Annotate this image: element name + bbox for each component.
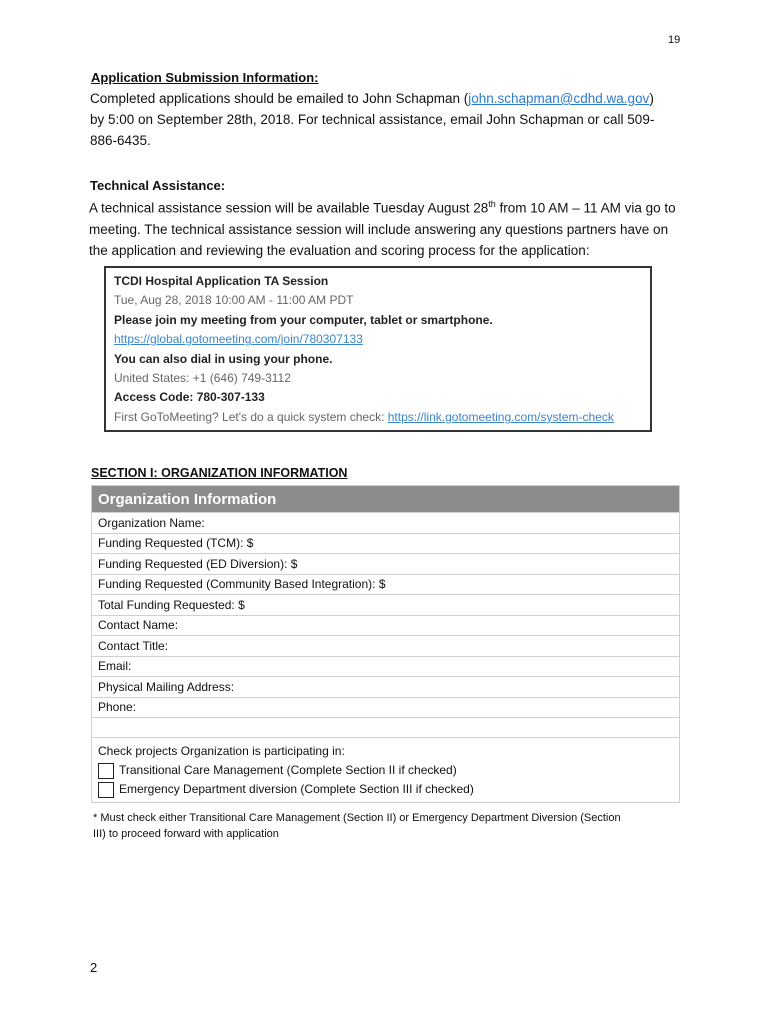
funding-tcm-field[interactable]: Funding Requested (TCM): $ xyxy=(92,533,680,554)
ta-line-1 xyxy=(89,194,699,219)
blank-row xyxy=(92,718,680,738)
funding-ed-diversion-field[interactable]: Funding Requested (ED Diversion): $ xyxy=(92,554,680,575)
join-link-line xyxy=(114,330,642,349)
ta-line-2: meeting. The technical assistance session will include answering any questions partners have on xyxy=(89,221,669,237)
email-link[interactable]: john.schapman@cdhd.wa.gov xyxy=(468,91,650,106)
footnote xyxy=(93,810,673,842)
blank-cell xyxy=(92,718,680,738)
mailing-address-field[interactable]: Physical Mailing Address: xyxy=(92,677,680,698)
total-funding-field[interactable]: Total Funding Requested: $ xyxy=(92,595,680,616)
ed-diversion-label: Emergency Department diversion (Complete Section III if checked) xyxy=(119,782,474,796)
tcm-checkbox[interactable] xyxy=(98,763,114,779)
submission-text-end: ) xyxy=(649,91,654,106)
technical-assistance-heading: Technical Assistance: xyxy=(90,178,226,193)
table-header: Organization Information xyxy=(92,486,680,513)
table-row xyxy=(92,738,680,803)
table-row xyxy=(92,656,680,677)
table-header-row xyxy=(92,486,680,513)
technical-assistance-paragraph xyxy=(89,194,699,261)
organization-info-table xyxy=(91,485,680,803)
table-row xyxy=(92,697,680,718)
footnote-line-1: * Must check either Transitional Care Management (Section II) or Emergency Department Diversion (Section xyxy=(93,812,621,824)
table-row xyxy=(92,636,680,657)
option-ed-diversion xyxy=(98,780,673,799)
join-link[interactable]: https://global.gotomeeting.com/join/780307133 xyxy=(114,332,363,347)
footnote-line-2: III) to proceed forward with application xyxy=(93,828,279,840)
meeting-datetime: Tue, Aug 28, 2018 10:00 AM - 11:00 AM PDT xyxy=(114,293,354,308)
ta-line-3: the application and reviewing the evaluation and scoring process for the application: xyxy=(89,242,590,258)
table-row xyxy=(92,595,680,616)
submission-heading: Application Submission Information: xyxy=(91,70,319,85)
phone-field[interactable]: Phone: xyxy=(92,697,680,718)
system-check-line xyxy=(114,408,642,427)
option-tcm xyxy=(98,761,673,780)
submission-line-3: 886-6435. xyxy=(90,133,151,148)
table-row xyxy=(92,554,680,575)
dial-phone: United States: +1 (646) 749-3112 xyxy=(114,371,291,386)
access-code: Access Code: 780-307-133 xyxy=(114,390,265,405)
table-row xyxy=(92,513,680,534)
system-check-prompt: First GoToMeeting? Let's do a quick system check: xyxy=(114,409,388,424)
system-check-link[interactable]: https://link.gotomeeting.com/system-check xyxy=(387,409,614,424)
meeting-title: TCDI Hospital Application TA Session xyxy=(114,274,329,288)
ta-line-1-text-end: from 10 AM – 11 AM via go to xyxy=(495,200,676,216)
section-1-heading: SECTION I: ORGANIZATION INFORMATION xyxy=(91,466,348,480)
contact-name-field[interactable]: Contact Name: xyxy=(92,615,680,636)
check-prompt: Check projects Organization is participating in: xyxy=(98,744,345,758)
page-number-top: 19 xyxy=(668,34,681,46)
join-prompt: Please join my meeting from your computer, tablet or smartphone. xyxy=(114,312,493,327)
email-field[interactable]: Email: xyxy=(92,656,680,677)
table-row xyxy=(92,574,680,595)
table-row xyxy=(92,677,680,698)
table-row xyxy=(92,615,680,636)
page-number-bottom: 2 xyxy=(90,960,98,975)
organization-name-field[interactable]: Organization Name: xyxy=(92,513,680,534)
project-checklist xyxy=(92,738,680,803)
tcm-label: Transitional Care Management (Complete Section II if checked) xyxy=(119,763,457,777)
meeting-info-box xyxy=(104,266,652,432)
contact-title-field[interactable]: Contact Title: xyxy=(92,636,680,657)
ta-superscript: th xyxy=(488,199,496,209)
submission-line-2: by 5:00 on September 28th, 2018. For technical assistance, email John Schapman or call 509- xyxy=(90,112,655,127)
ed-diversion-checkbox[interactable] xyxy=(98,782,114,798)
submission-line-1 xyxy=(90,88,690,109)
submission-paragraph xyxy=(90,88,690,151)
funding-community-field[interactable]: Funding Requested (Community Based Integration): $ xyxy=(92,574,680,595)
dial-prompt: You can also dial in using your phone. xyxy=(114,351,333,366)
table-row xyxy=(92,533,680,554)
submission-text: Completed applications should be emailed to John Schapman ( xyxy=(90,91,469,106)
ta-line-1-text: A technical assistance session will be available Tuesday August 28 xyxy=(89,200,489,216)
